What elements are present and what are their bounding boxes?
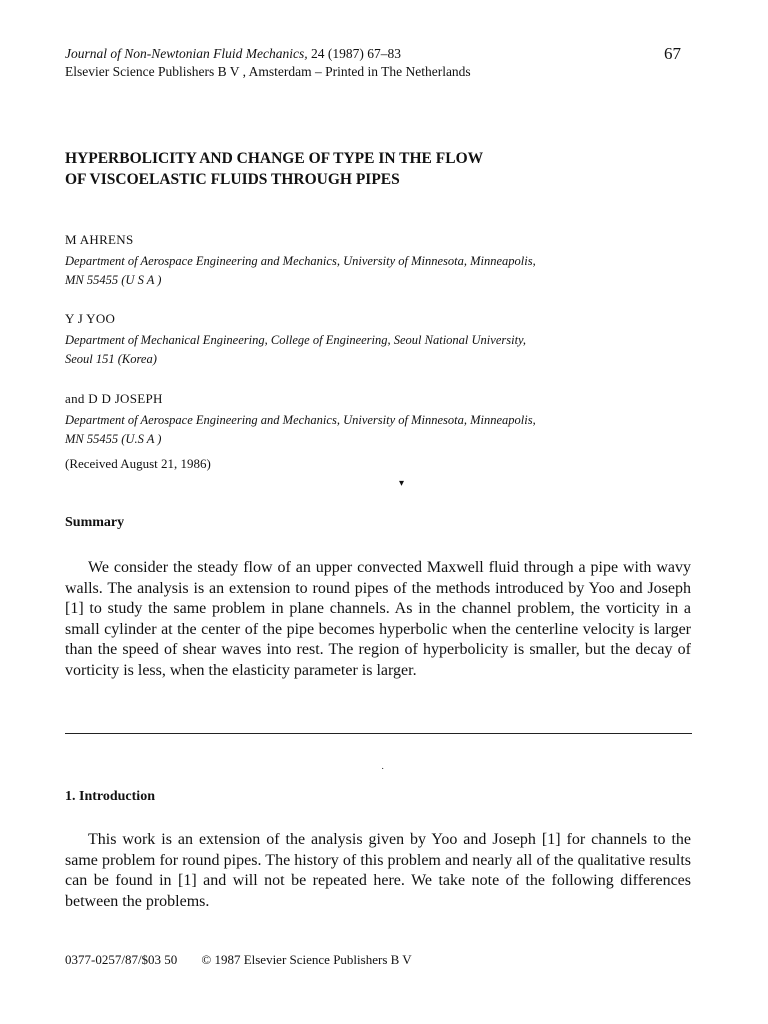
footer [65, 952, 436, 968]
summary-paragraph: We consider the steady flow of an upper convected Maxwell fluid through a pipe with wavy walls. The analysis is an extension to round pipes of the methods introduced by Yoo and Joseph [1] to study the same problem in plane channels. As in the channel problem, the vorticity in a small cylinder at the center of the pipe becomes hyperbolic when the centerline velocity is larger than the speed of shear waves into rest. The region of hyperbolicity is smaller, but the decay of vorticity is less, when the elasticity parameter is larger. [65, 559, 691, 679]
title-line-2: OF VISCOELASTIC FLUIDS THROUGH PIPES [65, 171, 400, 188]
page-number: 67 [664, 44, 681, 63]
author-1-affiliation-line-1: Department of Aerospace Engineering and Mechanics, University of Minnesota, Minneapolis, [65, 254, 536, 268]
speck-mark-2: ˙ [381, 767, 385, 778]
author-2-affiliation-line-1: Department of Mechanical Engineering, College of Engineering, Seoul National University, [65, 333, 527, 347]
author-1-affiliation-line-2: MN 55455 (U S A ) [65, 273, 162, 287]
introduction-heading: 1. Introduction [65, 789, 155, 804]
author-1-name: M AHRENS [65, 232, 134, 247]
received-date: (Received August 21, 1986) [65, 456, 211, 471]
journal-volume-pages: 24 (1987) 67–83 [307, 46, 401, 61]
author-3-name: and D D JOSEPH [65, 391, 163, 406]
summary-text [65, 558, 691, 681]
author-2-affiliation-line-2: Seoul 151 (Korea) [65, 352, 157, 366]
author-3-affiliation [65, 411, 695, 449]
speck-mark: ▾ [399, 478, 405, 489]
author-1-affiliation [65, 252, 695, 290]
issn-code: 0377-0257/87/$03 50 [65, 952, 178, 967]
section-divider [65, 733, 692, 734]
author-2-name: Y J YOO [65, 311, 116, 326]
introduction-text [65, 830, 691, 912]
title-line-1: HYPERBOLICITY AND CHANGE OF TYPE IN THE FLOW [65, 150, 484, 167]
introduction-paragraph: This work is an extension of the analysis given by Yoo and Joseph [1] for channels to the same problem for round pipes. The history of this problem and nearly all of the qualitative results can be found in [1] and will not be repeated here. We take note of the following differences between the problems. [65, 831, 691, 910]
summary-heading: Summary [65, 515, 125, 530]
paper-title [65, 148, 665, 190]
author-3-affiliation-line-1: Department of Aerospace Engineering and Mechanics, University of Minnesota, Minneapolis, [65, 413, 536, 427]
author-2-affiliation [65, 331, 695, 369]
journal-citation [65, 46, 401, 62]
author-3-affiliation-line-2: MN 55455 (U.S A ) [65, 432, 162, 446]
journal-name: Journal of Non-Newtonian Fluid Mechanics, [65, 46, 308, 61]
publisher-line: Elsevier Science Publishers B V , Amsterdam – Printed in The Netherlands [65, 64, 471, 79]
copyright-notice: © 1987 Elsevier Science Publishers B V [201, 952, 412, 967]
